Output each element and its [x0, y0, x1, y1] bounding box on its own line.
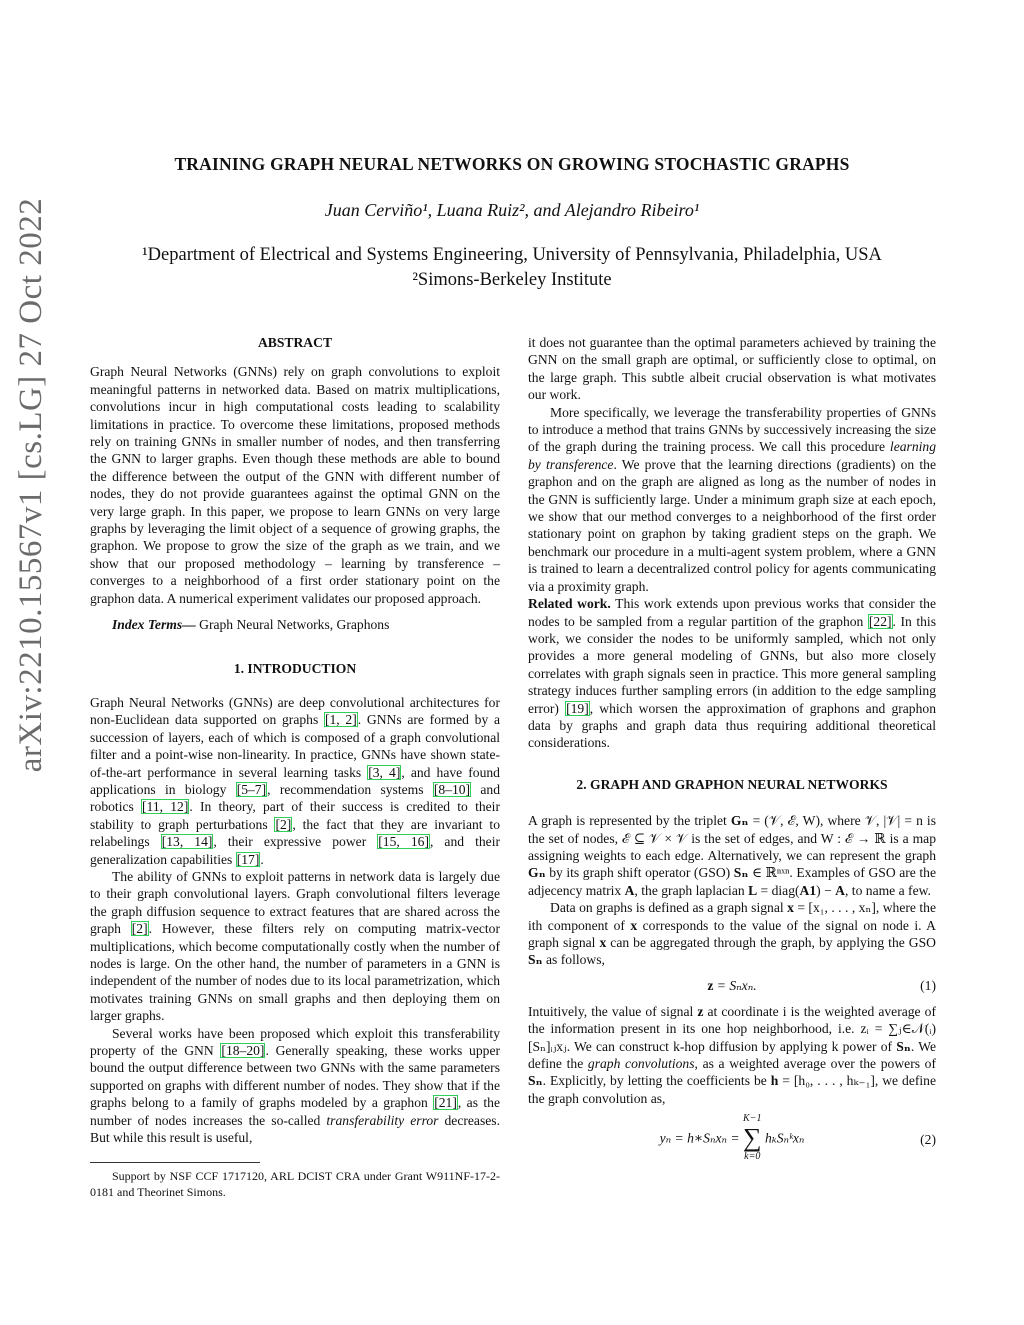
summation-symbol: K−1 ∑ k=0 [742, 1113, 762, 1163]
index-terms [90, 616, 500, 633]
abstract-text: Graph Neural Networks (GNNs) rely on graph convolutions to exploit meaningful patterns in networked data. Based on matrix multiplications, convolutions incur in high computational costs leading to scalability limitations in practice. To overcome these limitations, proposed methods rely on training GNNs in smaller number of nodes, and then transferring the GNN to larger graphs. Even though these methods are able to bound the difference between the output of the GNN with different number of nodes, they do not provide guarantees against the optimal GNN on the very large graph. In this paper, we propose to learn GNNs on very large graphs by leveraging the limit object of a sequence of growing graphs, the graphon. We propose to grow the size of the graph as we train, and we show that our proposed methodology – learning by transference – converges to a neighborhood of a first order stationary point on the graphon data. A numerical experiment validates our proposed approach. [90, 364, 500, 606]
paper-title: TRAINING GRAPH NEURAL NETWORKS ON GROWING STOCHASTIC GRAPHS [174, 154, 850, 174]
section-2-paragraph-2: Data on graphs is defined as a graph signal x = [x₁, . . . , xₙ], where the ith component of x corresponds to the value of the signal on node i. A graph signal x can be aggregated through the graph, by applying the GSO Sₙ as follows, [528, 900, 936, 968]
index-terms-label: Index Terms— [112, 617, 196, 633]
right-column [528, 334, 936, 1169]
citation-link[interactable]: [1, 2] [324, 712, 357, 728]
citation-link[interactable]: [5–7] [236, 781, 267, 797]
citation-link[interactable]: [19] [566, 700, 589, 716]
section-2-paragraph-3: Intuitively, the value of signal z at coordinate i is the weighted average of the information present in its one hop neighborhood, i.e. zᵢ = ∑ⱼ∈𝒩(ᵢ)[Sₙ]ᵢⱼxⱼ. We can construct k-hop diffusion by applying k power of Sₙ. We define the graph convolutions, as a weighted average over the powers of Sₙ. Explicitly, by letting the coefficients be h = [h₀, . . . , hₖ₋₁], we define the graph convolution as, [528, 1003, 936, 1106]
affiliation-1: ¹Department of Electrical and Systems Engineering, University of Pennsylvania, Philadelphia, USA [142, 245, 882, 265]
author-list: Juan Cerviño¹, Luana Ruiz², and Alejandro Ribeiro¹ [324, 200, 700, 220]
index-terms-value: Graph Neural Networks, Graphons [199, 617, 390, 633]
affiliations [0, 243, 1024, 293]
introduction-heading: 1. INTRODUCTION [233, 660, 357, 676]
right-paragraph-2: More specifically, we leverage the transferability properties of GNNs to introduce a method that trains GNNs by successively increasing the size of the graph during the training process. We call this procedure learning by transference. We prove that the learning directions (gradients) on the graphon and on the graph are aligned as long as the number of nodes in the GNN is sufficiently large. Under a minimum graph size at each epoch, we show that our method converges to a neighborhood of the first order stationary point on graphon by taking gradient steps on the graph. We benchmark our procedure in a multi-agent system problem, where a GNN is trained to learn a decentralized control policy for agents communicating via a proximity graph. [528, 404, 936, 594]
citation-link[interactable]: [15, 16] [378, 834, 429, 850]
citation-link[interactable]: [2] [275, 816, 292, 832]
citation-link[interactable]: [17] [236, 851, 260, 867]
related-work-label: Related work. [528, 596, 611, 612]
intro-paragraph-1: Graph Neural Networks (GNNs) are deep convolutional architectures for non-Euclidean data supported on graphs [1, 2]. GNNs are formed by a succession of layers, each of which is composed of a graph convolutional filter and a point-wise non-linearity. In practice, GNNs have shown state-of-the-art performance in several learning tasks [3, 4], and have found applications in biology [5–7], recommendation systems [8–10] and robotics [11, 12]. In theory, part of their success is credited to their stability to graph perturbations [2], the fact that they are invariant to relabelings [13, 14], their expressive power [15, 16], and their generalization capabilities [17]. [90, 694, 501, 867]
citation-link[interactable]: [21] [434, 1095, 457, 1111]
intro-paragraph-2: The ability of GNNs to exploit patterns in network data is largely due to their graph convolutional layers. Graph convolutional filters leverage the graph diffusion sequence to extract features that are shared across the graph [2]. However, these filters rely on computing matrix-vector multiplications, which become computationally costly when the number of nodes is large. On the other hand, the number of parameters in a GNN is independent of the number of nodes due to its local parametrization, which motivates training GNNs on small graphs and then deploying them on larger graphs. [90, 868, 500, 1024]
equation-2-number: (2) [920, 1132, 936, 1148]
citation-link[interactable]: [18–20] [221, 1043, 265, 1059]
footnote-divider [90, 1162, 260, 1163]
left-column [90, 334, 500, 1200]
citation-link[interactable]: [2] [131, 921, 148, 937]
arxiv-identifier: arXiv:2210.15567v1 [cs.LG] 27 Oct 2022 [13, 197, 49, 773]
equation-1-number: (1) [920, 977, 936, 993]
funding-footnote: Support by NSF CCF 1717120, ARL DCIST CRA under Grant W911NF-17-2-0181 and Theorinet Simons. [90, 1169, 500, 1199]
section-2-heading: 2. GRAPH AND GRAPHON NEURAL NETWORKS [576, 776, 888, 792]
citation-link[interactable]: [3, 4] [368, 764, 401, 780]
citation-link[interactable]: [22] [868, 613, 892, 629]
intro-paragraph-3: Several works have been proposed which exploit this transferability property of the GNN [18–20]. Generally speaking, these works upper bound the output difference between two GNNs with the same parameters supported on graphs with different number of nodes. They show that if the graphs belong to a family of graphs modeled by a graphon [21], as the number of nodes increases the so-called transferability error decreases. But while this result is useful, [90, 1025, 501, 1146]
abstract-heading: ABSTRACT [257, 335, 333, 350]
equation-2: yₙ = h∗Sₙxₙ = K−1 ∑ k=0 hₖSₙᵏxₙ (2) [659, 1113, 936, 1163]
related-work-paragraph: Related work. This work extends upon previous works that consider the nodes to be sampled from a regular partition of the graphon [22]. In this work, we consider the nodes to be uniformly sampled, which not only provides a more general modeling of GNNs, but also more closely correlates with graph signals seen in practice. This more general sampling strategy induces further sampling errors (in addition to the edge sampling error) [19], which worsen the approximation of graphons and graphon data by graphs and graph data thus requiring additional theoretical considerations. [528, 596, 936, 751]
citation-link[interactable]: [13, 14] [161, 834, 213, 850]
citation-link[interactable]: [11, 12] [142, 799, 189, 815]
affiliation-2: ²Simons-Berkeley Institute [412, 270, 612, 290]
right-paragraph-1: it does not guarantee than the optimal parameters achieved by training the GNN on the small graph are optimal, or sufficiently close to optimal, on the large graph. This subtle albeit crucial observation is what motivates our work. [528, 335, 936, 403]
equation-1: z = Sₙxₙ. (1) [707, 977, 936, 993]
citation-link[interactable]: [8–10] [433, 781, 471, 797]
section-2-paragraph-1: A graph is represented by the triplet Gₙ = (𝒱, ℰ, W), where 𝒱, |𝒱| = n is the set of nodes, ℰ ⊆ 𝒱 × 𝒱 is the set of edges, and W : ℰ → ℝ is a map assigning weights to each edge. Alternatively, we can represent the graph Gₙ by its graph shift operator (GSO) Sₙ ∈ ℝⁿˣⁿ. Examples of GSO are the adjecency matrix A, the graph laplacian L = diag(A1) − A, to name a few. [528, 813, 936, 898]
